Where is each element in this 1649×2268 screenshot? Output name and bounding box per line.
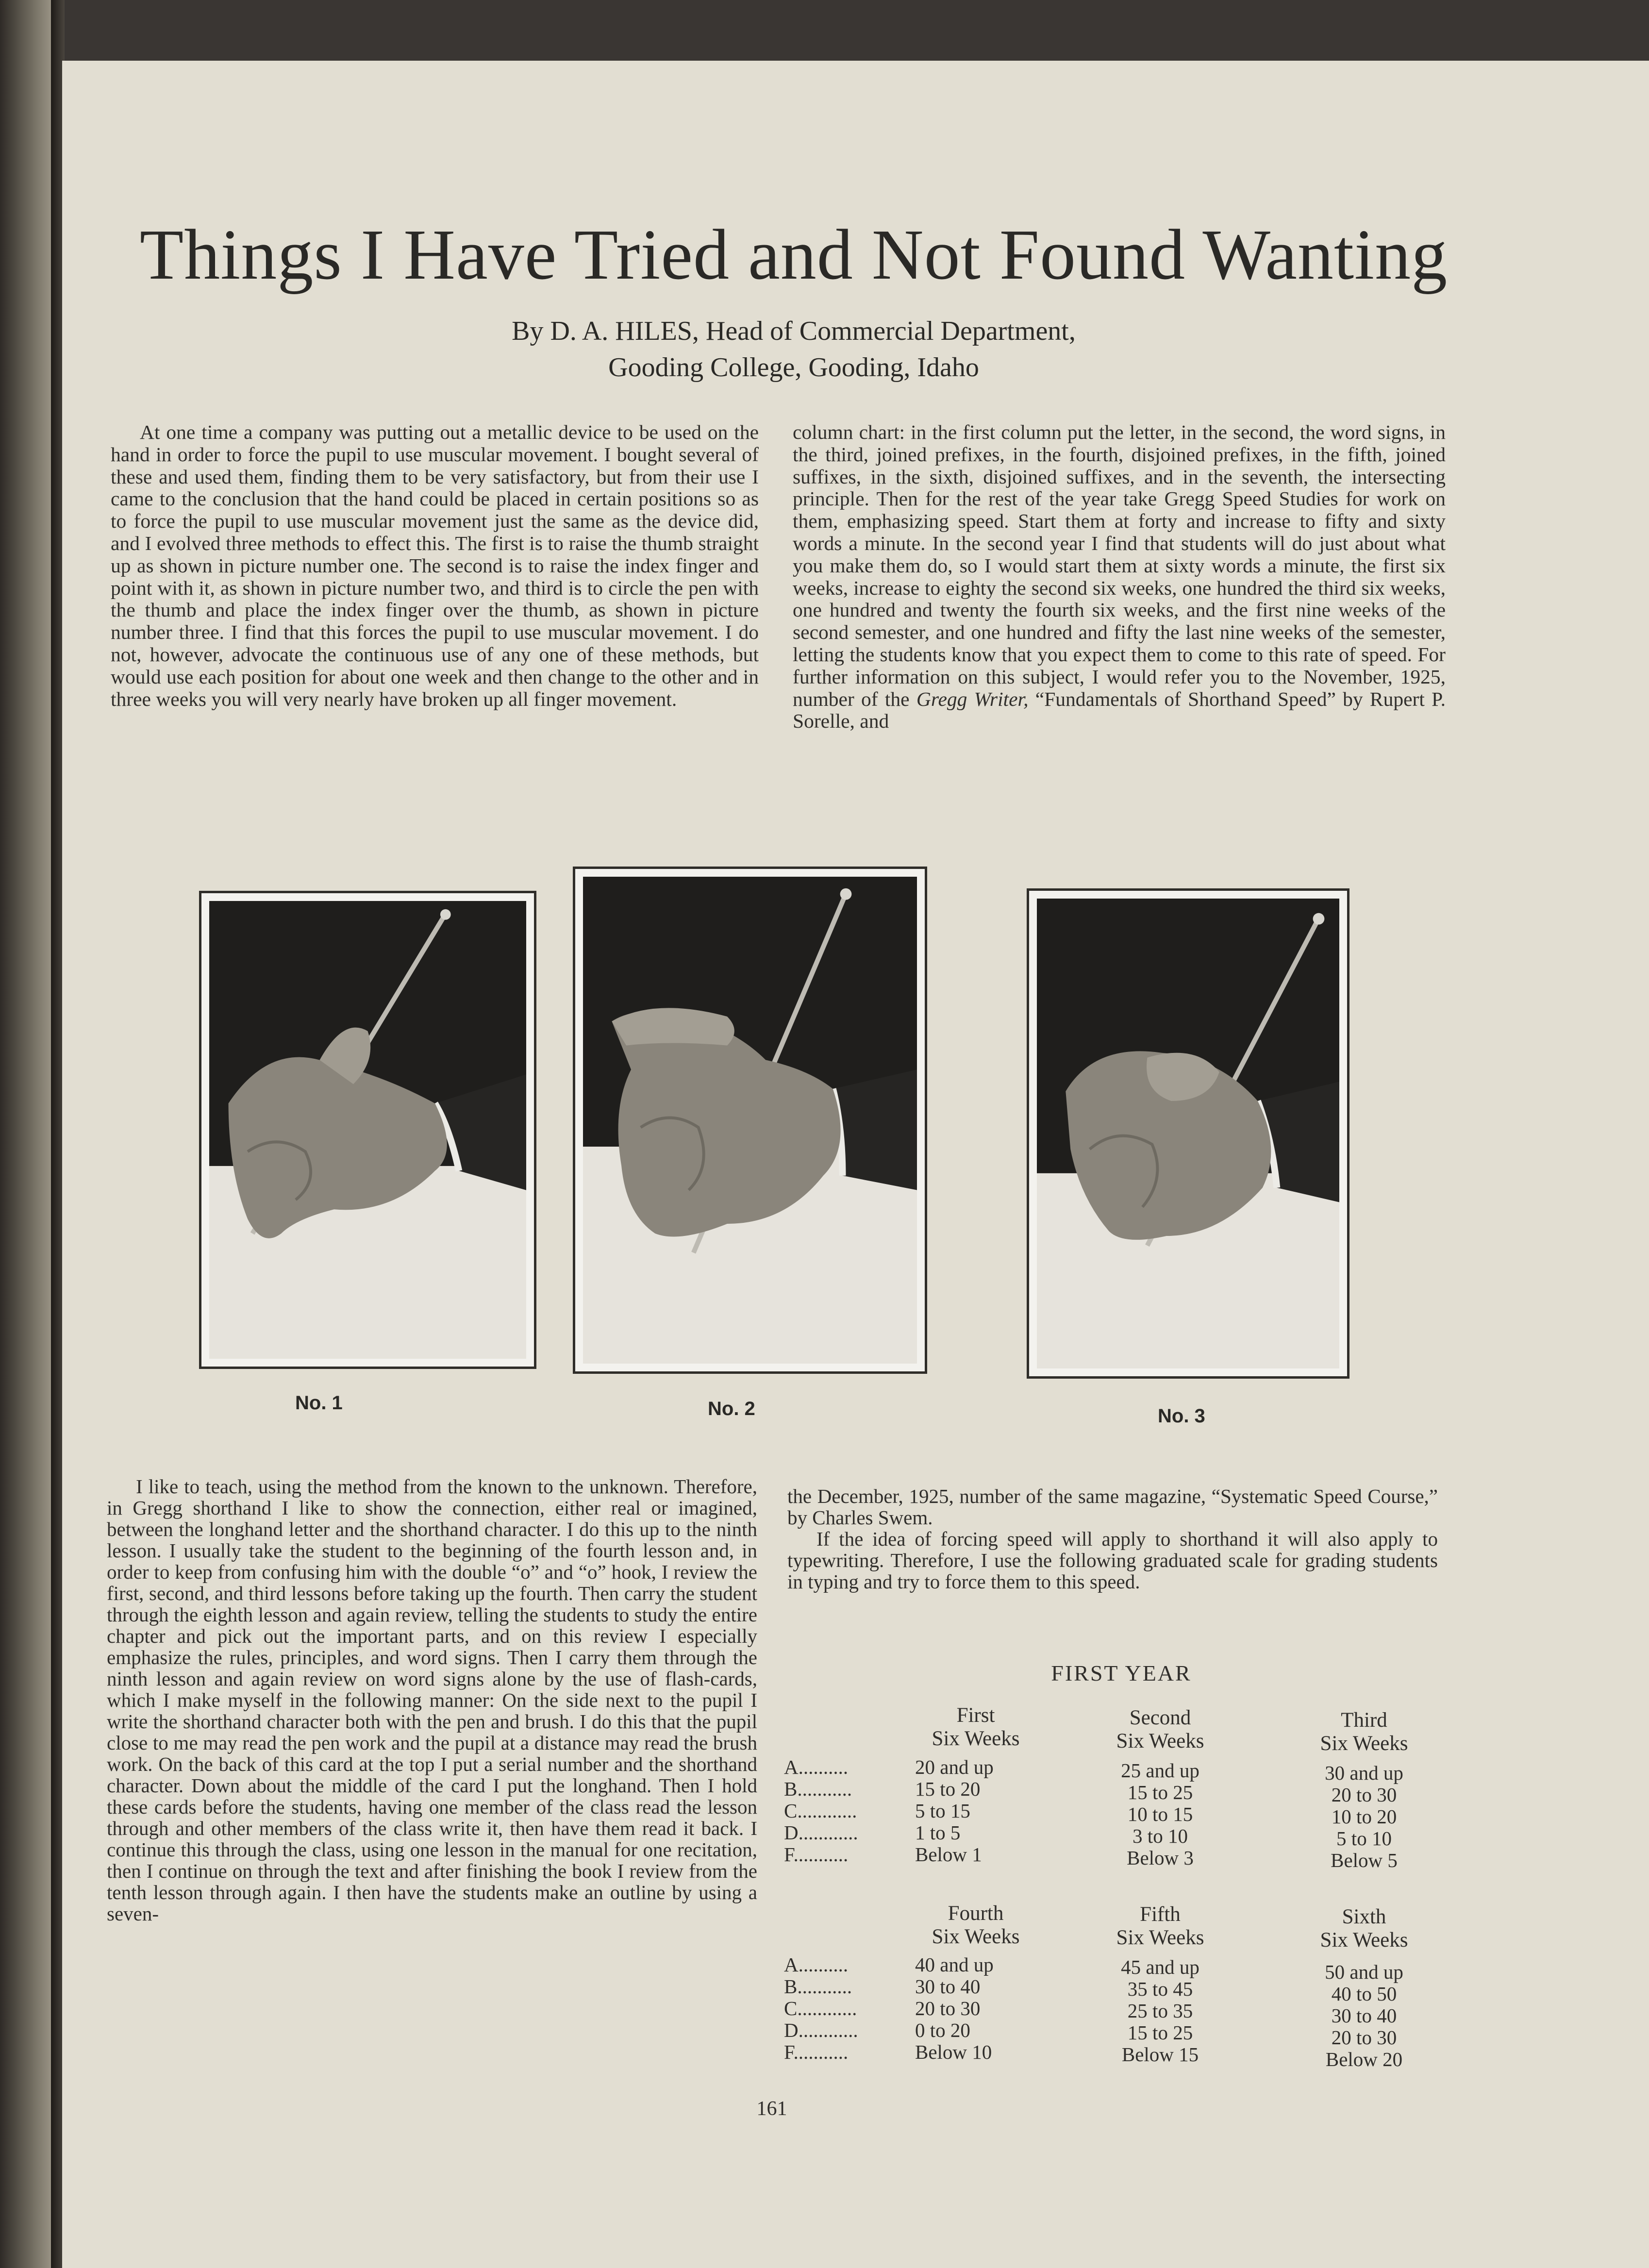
table-grade-labels-row1: A.......... B........... C............ D............ F...........: [784, 1756, 858, 1866]
page-number: 161: [756, 2098, 787, 2120]
figure-2-caption: No. 2: [708, 1398, 755, 1419]
table-values-fifth: 45 and up 35 to 45 25 to 35 15 to 25 Below 15: [1121, 1956, 1199, 2066]
table-header-third: Third Six Weeks: [1320, 1709, 1408, 1755]
column-2-top: [793, 421, 1446, 733]
table-header-first: First Six Weeks: [932, 1704, 1020, 1750]
table-grade-labels-row2: A.......... B........... C............ D............ F...........: [784, 1953, 858, 2063]
column-1-bottom: [107, 1476, 757, 1924]
byline-institution: Gooding College, Gooding, Idaho: [608, 352, 979, 383]
table-values-third: 30 and up 20 to 30 10 to 20 5 to 10 Below 5: [1325, 1762, 1403, 1871]
table-header-second: Second Six Weeks: [1116, 1706, 1204, 1752]
article-title: Things I Have Tried and Not Found Wanting: [139, 215, 1448, 295]
paragraph: the December, 1925, number of the same magazine, “Systematic Speed Course,” by Charles Swem.: [787, 1485, 1438, 1529]
table-header-fifth: Fifth Six Weeks: [1116, 1903, 1204, 1949]
column-1-top: [111, 421, 759, 710]
table-values-fourth: 40 and up 30 to 40 20 to 30 0 to 20 Below 10: [915, 1953, 994, 2063]
figure-2-index-finger-raised: [573, 867, 927, 1374]
paragraph: If the idea of forcing speed will apply to shorthand it will also apply to typewriting. Therefore, I use the following graduated scale for grading students in typing and try to force them to this speed.: [787, 1528, 1438, 1593]
paragraph: column chart: in the first column put the letter, in the second, the word signs, in the third, joined prefixes, in the fourth, disjoined prefixes, in the fifth, joined suffixes, in the sixth, disjoined suffixes, and in the seventh, the intersecting principle. Then for the rest of the year take Gregg Speed Studies for work on them, emphasizing speed. Start them at forty and increase to fifty and sixty words a minute. In the second year I find that students will do just about what you make them do, so I would start them at sixty words a minute, the first six weeks, increase to eighty the second six weeks, one hundred the third six weeks, one hundred and twenty the fourth six weeks, and the first nine weeks of the second semester, and one hundred and fifty the last nine weeks of the semester, letting the students know that you expect them to come to this rate of speed. For further information on this subject, I would refer you to the November, 1925, number of the Gregg Writer, “Fundamentals of Shorthand Speed” by Rupert P. Sorelle, and: [793, 421, 1446, 733]
figure-1-caption: No. 1: [295, 1392, 343, 1414]
adjacent-page-edge: [0, 0, 56, 2268]
column-2-bottom: [787, 1485, 1438, 1592]
table-values-second: 25 and up 15 to 25 10 to 15 3 to 10 Below 3: [1121, 1759, 1199, 1869]
figure-3-pen-circled: [1027, 888, 1349, 1379]
paragraph: At one time a company was putting out a metallic device to be used on the hand in order to force the pupil to use muscular movement. I bought several of these and used them, finding them to be very satisfactory, but from their use I came to the conclusion that the hand could be placed in certain positions so as to force the pupil to use muscular movement just the same as the device did, and I evolved three methods to effect this. The first is to raise the thumb straight up as shown in picture number one. The second is to raise the index finger and point with it, as shown in picture number two, and third is to circle the pen with the thumb and place the index finger over the thumb, as shown in picture number three. I find that this forces the pupil to use muscular movement. I do not, however, advocate the continuous use of any one of these methods, but would use each position for about one week and then change to the other and in three weeks you will very nearly have broken up all finger movement.: [111, 421, 759, 710]
table-values-first: 20 and up 15 to 20 5 to 15 1 to 5 Below 1: [915, 1756, 994, 1866]
figure-3-caption: No. 3: [1158, 1405, 1205, 1427]
table-header-sixth: Sixth Six Weeks: [1320, 1905, 1408, 1951]
table-values-sixth: 50 and up 40 to 50 30 to 40 20 to 30 Below 20: [1325, 1961, 1403, 2070]
table-header-fourth: Fourth Six Weeks: [932, 1902, 1020, 1948]
table-title: FIRST YEAR: [1051, 1661, 1192, 1685]
byline-author: By D. A. HILES, Head of Commercial Department,: [512, 316, 1076, 346]
paragraph: I like to teach, using the method from the known to the unknown. Therefore, in Gregg shorthand I like to show the connection, either real or imagined, between the longhand letter and the shorthand character. I do this up to the ninth lesson. I usually take the student to the beginning of the fourth lesson and, in order to keep from confusing him with the double “o” and “o” hook, I review the first, second, and third lessons before taking up the fourth. Then carry the student through the eighth lesson and again review, telling the students to study the entire chapter and pick out the important parts, and on this review I especially emphasize the rules, principles, and word signs. Then I carry them through the ninth lesson and again review on word signs alone by the use of flash-cards, which I make myself in the following manner: On the side next to the pupil I write the shorthand character both with the pen and brush. I do this that the pupil close to me may read the pen work and the pupil at a distance may read the brush work. On the back of this card at the top I put a serial number and the shorthand character. Down about the middle of the card I put the longhand. Then I hold these cards before the students, having one member of the class read the lesson through and other members of the class write it, then have them read it back. I continue this through the class, using one lesson in the manual for one recitation, then I continue on through the text and after finishing the book I review from the tenth lesson through again. I then have the students make an outline by using a seven-: [107, 1475, 757, 1925]
figure-1-thumb-raised: [199, 891, 536, 1369]
